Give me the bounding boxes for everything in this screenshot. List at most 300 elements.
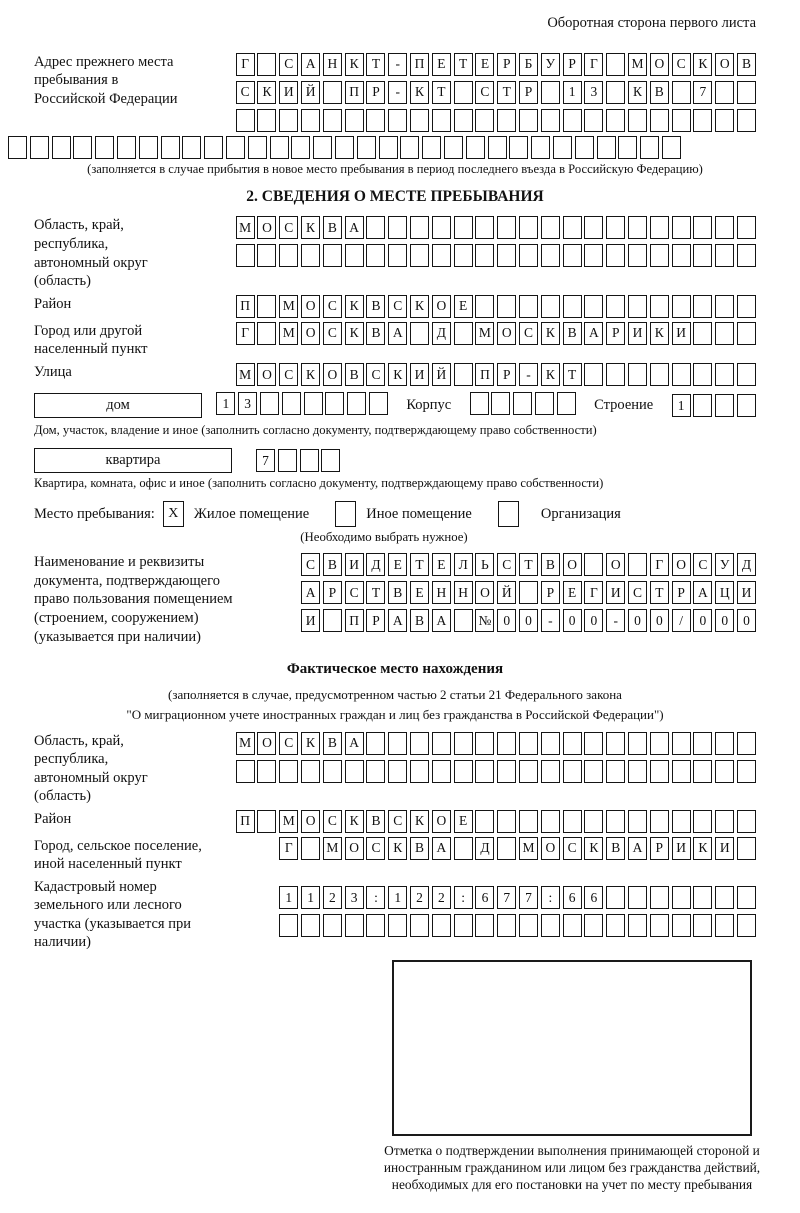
char-cell[interactable]: [345, 244, 364, 267]
char-cell[interactable]: С: [475, 81, 494, 104]
char-cell[interactable]: [519, 760, 538, 783]
char-cell[interactable]: В: [323, 216, 342, 239]
char-cell[interactable]: С: [497, 553, 516, 576]
char-cell[interactable]: [366, 216, 385, 239]
char-cell[interactable]: [715, 886, 734, 909]
char-cell[interactable]: В: [606, 837, 625, 860]
char-cell[interactable]: [662, 136, 681, 159]
char-cell[interactable]: Г: [279, 837, 298, 860]
char-cell[interactable]: [466, 136, 485, 159]
char-cell[interactable]: [366, 109, 385, 132]
char-cell[interactable]: [650, 732, 669, 755]
char-cell[interactable]: [672, 810, 691, 833]
char-cell[interactable]: [345, 760, 364, 783]
char-cell[interactable]: [628, 363, 647, 386]
char-cell[interactable]: И: [345, 553, 364, 576]
char-cell[interactable]: [454, 244, 473, 267]
char-cell[interactable]: [584, 244, 603, 267]
char-cell[interactable]: [257, 109, 276, 132]
char-cell[interactable]: П: [410, 53, 429, 76]
char-cell[interactable]: [531, 136, 550, 159]
char-cell[interactable]: Р: [563, 53, 582, 76]
char-cell[interactable]: [584, 363, 603, 386]
char-cell[interactable]: [519, 914, 538, 937]
char-cell[interactable]: [650, 760, 669, 783]
char-cell[interactable]: [282, 392, 301, 415]
char-cell[interactable]: [497, 732, 516, 755]
char-cell[interactable]: 0: [563, 609, 582, 632]
char-cell[interactable]: [257, 322, 276, 345]
char-cell[interactable]: [257, 810, 276, 833]
char-cell[interactable]: [650, 363, 669, 386]
char-cell[interactable]: [304, 392, 323, 415]
char-cell[interactable]: 1: [301, 886, 320, 909]
char-cell[interactable]: М: [519, 837, 538, 860]
char-cell[interactable]: [422, 136, 441, 159]
char-cell[interactable]: [161, 136, 180, 159]
char-cell[interactable]: [563, 109, 582, 132]
char-cell[interactable]: [388, 760, 407, 783]
char-cell[interactable]: [597, 136, 616, 159]
char-cell[interactable]: Р: [366, 81, 385, 104]
char-cell[interactable]: [432, 914, 451, 937]
char-cell[interactable]: [584, 914, 603, 937]
char-cell[interactable]: [497, 109, 516, 132]
char-cell[interactable]: Г: [236, 322, 255, 345]
char-cell[interactable]: [400, 136, 419, 159]
char-cell[interactable]: [584, 553, 603, 576]
char-cell[interactable]: Е: [475, 53, 494, 76]
char-cell[interactable]: [301, 837, 320, 860]
char-cell[interactable]: 2: [323, 886, 342, 909]
char-cell[interactable]: [628, 109, 647, 132]
char-cell[interactable]: [454, 109, 473, 132]
char-cell[interactable]: [519, 244, 538, 267]
char-cell[interactable]: [257, 244, 276, 267]
char-cell[interactable]: [366, 760, 385, 783]
char-cell[interactable]: [475, 109, 494, 132]
char-cell[interactable]: [672, 760, 691, 783]
char-cell[interactable]: К: [410, 81, 429, 104]
char-cell[interactable]: [693, 322, 712, 345]
char-cell[interactable]: М: [475, 322, 494, 345]
char-cell[interactable]: [497, 760, 516, 783]
char-cell[interactable]: [584, 760, 603, 783]
char-cell[interactable]: [497, 810, 516, 833]
char-cell[interactable]: [410, 216, 429, 239]
char-cell[interactable]: [236, 244, 255, 267]
char-cell[interactable]: М: [323, 837, 342, 860]
char-cell[interactable]: С: [323, 322, 342, 345]
char-cell[interactable]: В: [366, 322, 385, 345]
char-cell[interactable]: [606, 914, 625, 937]
char-cell[interactable]: [475, 244, 494, 267]
char-cell[interactable]: С: [301, 553, 320, 576]
char-cell[interactable]: [454, 914, 473, 937]
char-cell[interactable]: Р: [497, 363, 516, 386]
char-cell[interactable]: [563, 732, 582, 755]
char-cell[interactable]: 0: [497, 609, 516, 632]
char-cell[interactable]: Т: [519, 553, 538, 576]
char-cell[interactable]: [650, 244, 669, 267]
char-cell[interactable]: А: [628, 837, 647, 860]
char-cell[interactable]: [257, 760, 276, 783]
char-cell[interactable]: [606, 886, 625, 909]
char-cell[interactable]: О: [606, 553, 625, 576]
char-cell[interactable]: [323, 609, 342, 632]
char-cell[interactable]: И: [410, 363, 429, 386]
char-cell[interactable]: К: [541, 322, 560, 345]
char-cell[interactable]: [301, 244, 320, 267]
char-cell[interactable]: [279, 109, 298, 132]
char-cell[interactable]: [715, 216, 734, 239]
char-cell[interactable]: 0: [715, 609, 734, 632]
char-cell[interactable]: С: [279, 53, 298, 76]
char-cell[interactable]: [204, 136, 223, 159]
char-cell[interactable]: Ц: [715, 581, 734, 604]
char-cell[interactable]: Г: [650, 553, 669, 576]
char-cell[interactable]: П: [345, 609, 364, 632]
char-cell[interactable]: О: [301, 810, 320, 833]
char-cell[interactable]: С: [672, 53, 691, 76]
char-cell[interactable]: К: [257, 81, 276, 104]
char-cell[interactable]: О: [672, 553, 691, 576]
char-cell[interactable]: [672, 363, 691, 386]
char-cell[interactable]: [715, 363, 734, 386]
char-cell[interactable]: [715, 394, 734, 417]
char-cell[interactable]: Й: [301, 81, 320, 104]
char-cell[interactable]: [366, 914, 385, 937]
char-cell[interactable]: [693, 244, 712, 267]
char-cell[interactable]: :: [454, 886, 473, 909]
char-cell[interactable]: И: [628, 322, 647, 345]
char-cell[interactable]: К: [345, 322, 364, 345]
char-cell[interactable]: [737, 914, 756, 937]
char-cell[interactable]: С: [388, 810, 407, 833]
char-cell[interactable]: [454, 216, 473, 239]
char-cell[interactable]: [497, 244, 516, 267]
char-cell[interactable]: Т: [410, 553, 429, 576]
char-cell[interactable]: [737, 886, 756, 909]
char-cell[interactable]: 0: [737, 609, 756, 632]
char-cell[interactable]: И: [672, 837, 691, 860]
char-cell[interactable]: [650, 914, 669, 937]
char-cell[interactable]: 3: [345, 886, 364, 909]
char-cell[interactable]: [300, 449, 319, 472]
char-cell[interactable]: [388, 216, 407, 239]
char-cell[interactable]: К: [301, 216, 320, 239]
char-cell[interactable]: [628, 886, 647, 909]
char-cell[interactable]: [606, 216, 625, 239]
char-cell[interactable]: [650, 216, 669, 239]
char-cell[interactable]: О: [650, 53, 669, 76]
char-cell[interactable]: О: [715, 53, 734, 76]
char-cell[interactable]: [557, 392, 576, 415]
char-cell[interactable]: М: [236, 363, 255, 386]
char-cell[interactable]: [323, 760, 342, 783]
char-cell[interactable]: [454, 322, 473, 345]
char-cell[interactable]: [497, 914, 516, 937]
char-cell[interactable]: М: [279, 295, 298, 318]
char-cell[interactable]: А: [432, 609, 451, 632]
char-cell[interactable]: К: [650, 322, 669, 345]
organization-checkbox[interactable]: [498, 501, 519, 527]
char-cell[interactable]: К: [301, 732, 320, 755]
char-cell[interactable]: С: [693, 553, 712, 576]
char-cell[interactable]: [606, 109, 625, 132]
char-cell[interactable]: [30, 136, 49, 159]
char-cell[interactable]: Т: [650, 581, 669, 604]
char-cell[interactable]: 3: [584, 81, 603, 104]
char-cell[interactable]: В: [737, 53, 756, 76]
char-cell[interactable]: [563, 760, 582, 783]
char-cell[interactable]: [541, 760, 560, 783]
char-cell[interactable]: [432, 760, 451, 783]
char-cell[interactable]: [737, 837, 756, 860]
char-cell[interactable]: [563, 244, 582, 267]
char-cell[interactable]: [584, 810, 603, 833]
char-cell[interactable]: [650, 109, 669, 132]
char-cell[interactable]: И: [606, 581, 625, 604]
char-cell[interactable]: [519, 295, 538, 318]
char-cell[interactable]: [563, 295, 582, 318]
char-cell[interactable]: [715, 732, 734, 755]
char-cell[interactable]: 1: [672, 394, 691, 417]
char-cell[interactable]: [737, 810, 756, 833]
char-cell[interactable]: К: [693, 837, 712, 860]
char-cell[interactable]: [672, 81, 691, 104]
char-cell[interactable]: [366, 244, 385, 267]
char-cell[interactable]: [497, 837, 516, 860]
char-cell[interactable]: О: [475, 581, 494, 604]
char-cell[interactable]: [410, 732, 429, 755]
char-cell[interactable]: [313, 136, 332, 159]
char-cell[interactable]: [541, 914, 560, 937]
char-cell[interactable]: С: [279, 732, 298, 755]
char-cell[interactable]: :: [541, 886, 560, 909]
char-cell[interactable]: [475, 914, 494, 937]
char-cell[interactable]: К: [345, 53, 364, 76]
char-cell[interactable]: [693, 394, 712, 417]
char-cell[interactable]: Е: [563, 581, 582, 604]
char-cell[interactable]: 1: [216, 392, 235, 415]
char-cell[interactable]: [672, 216, 691, 239]
char-cell[interactable]: [693, 216, 712, 239]
other-premises-checkbox[interactable]: [335, 501, 356, 527]
char-cell[interactable]: [236, 760, 255, 783]
char-cell[interactable]: А: [432, 837, 451, 860]
char-cell[interactable]: [693, 363, 712, 386]
char-cell[interactable]: Г: [236, 53, 255, 76]
char-cell[interactable]: О: [497, 322, 516, 345]
char-cell[interactable]: [737, 109, 756, 132]
char-cell[interactable]: [301, 760, 320, 783]
char-cell[interactable]: Б: [519, 53, 538, 76]
char-cell[interactable]: :: [366, 886, 385, 909]
char-cell[interactable]: [693, 732, 712, 755]
char-cell[interactable]: [737, 363, 756, 386]
char-cell[interactable]: А: [301, 53, 320, 76]
char-cell[interactable]: [628, 760, 647, 783]
char-cell[interactable]: К: [410, 810, 429, 833]
char-cell[interactable]: [606, 295, 625, 318]
char-cell[interactable]: [278, 449, 297, 472]
char-cell[interactable]: [260, 392, 279, 415]
char-cell[interactable]: [541, 109, 560, 132]
char-cell[interactable]: 6: [584, 886, 603, 909]
char-cell[interactable]: [432, 216, 451, 239]
char-cell[interactable]: Р: [606, 322, 625, 345]
char-cell[interactable]: И: [279, 81, 298, 104]
char-cell[interactable]: 3: [238, 392, 257, 415]
char-cell[interactable]: В: [366, 810, 385, 833]
char-cell[interactable]: [291, 136, 310, 159]
char-cell[interactable]: П: [236, 295, 255, 318]
char-cell[interactable]: -: [519, 363, 538, 386]
char-cell[interactable]: [628, 295, 647, 318]
char-cell[interactable]: [236, 109, 255, 132]
char-cell[interactable]: Н: [323, 53, 342, 76]
char-cell[interactable]: [410, 109, 429, 132]
char-cell[interactable]: [279, 244, 298, 267]
char-cell[interactable]: Р: [541, 581, 560, 604]
char-cell[interactable]: [628, 553, 647, 576]
char-cell[interactable]: [366, 732, 385, 755]
char-cell[interactable]: 0: [519, 609, 538, 632]
char-cell[interactable]: [323, 81, 342, 104]
char-cell[interactable]: [715, 760, 734, 783]
char-cell[interactable]: У: [715, 553, 734, 576]
char-cell[interactable]: О: [257, 732, 276, 755]
char-cell[interactable]: [606, 732, 625, 755]
char-cell[interactable]: [535, 392, 554, 415]
char-cell[interactable]: [410, 760, 429, 783]
char-cell[interactable]: [454, 609, 473, 632]
char-cell[interactable]: О: [301, 322, 320, 345]
char-cell[interactable]: [379, 136, 398, 159]
char-cell[interactable]: [347, 392, 366, 415]
char-cell[interactable]: Р: [672, 581, 691, 604]
char-cell[interactable]: Й: [497, 581, 516, 604]
char-cell[interactable]: [672, 732, 691, 755]
char-cell[interactable]: [541, 295, 560, 318]
char-cell[interactable]: [454, 760, 473, 783]
char-cell[interactable]: [693, 810, 712, 833]
char-cell[interactable]: Р: [366, 609, 385, 632]
char-cell[interactable]: -: [541, 609, 560, 632]
char-cell[interactable]: [606, 244, 625, 267]
char-cell[interactable]: [628, 732, 647, 755]
char-cell[interactable]: [369, 392, 388, 415]
char-cell[interactable]: [618, 136, 637, 159]
char-cell[interactable]: В: [366, 295, 385, 318]
char-cell[interactable]: [410, 322, 429, 345]
char-cell[interactable]: С: [628, 581, 647, 604]
char-cell[interactable]: 7: [497, 886, 516, 909]
char-cell[interactable]: [606, 363, 625, 386]
char-cell[interactable]: К: [388, 837, 407, 860]
char-cell[interactable]: Е: [454, 810, 473, 833]
char-cell[interactable]: 0: [584, 609, 603, 632]
char-cell[interactable]: В: [410, 837, 429, 860]
char-cell[interactable]: [95, 136, 114, 159]
char-cell[interactable]: К: [541, 363, 560, 386]
char-cell[interactable]: К: [388, 363, 407, 386]
char-cell[interactable]: 6: [475, 886, 494, 909]
char-cell[interactable]: [279, 914, 298, 937]
char-cell[interactable]: Д: [432, 322, 451, 345]
residential-checkbox[interactable]: X: [163, 501, 184, 527]
char-cell[interactable]: В: [563, 322, 582, 345]
char-cell[interactable]: [715, 81, 734, 104]
char-cell[interactable]: [628, 914, 647, 937]
char-cell[interactable]: [8, 136, 27, 159]
char-cell[interactable]: [715, 810, 734, 833]
char-cell[interactable]: С: [345, 581, 364, 604]
char-cell[interactable]: 1: [388, 886, 407, 909]
char-cell[interactable]: [357, 136, 376, 159]
char-cell[interactable]: [606, 53, 625, 76]
char-cell[interactable]: [444, 136, 463, 159]
char-cell[interactable]: П: [475, 363, 494, 386]
char-cell[interactable]: Н: [454, 581, 473, 604]
char-cell[interactable]: [693, 886, 712, 909]
char-cell[interactable]: [575, 136, 594, 159]
char-cell[interactable]: [432, 244, 451, 267]
char-cell[interactable]: Е: [432, 53, 451, 76]
char-cell[interactable]: [519, 810, 538, 833]
char-cell[interactable]: [321, 449, 340, 472]
char-cell[interactable]: [553, 136, 572, 159]
char-cell[interactable]: Т: [432, 81, 451, 104]
char-cell[interactable]: [475, 216, 494, 239]
char-cell[interactable]: О: [323, 363, 342, 386]
char-cell[interactable]: [640, 136, 659, 159]
char-cell[interactable]: [117, 136, 136, 159]
char-cell[interactable]: У: [541, 53, 560, 76]
char-cell[interactable]: К: [345, 810, 364, 833]
char-cell[interactable]: В: [541, 553, 560, 576]
char-cell[interactable]: И: [672, 322, 691, 345]
char-cell[interactable]: Р: [519, 81, 538, 104]
char-cell[interactable]: [715, 914, 734, 937]
char-cell[interactable]: [475, 760, 494, 783]
char-cell[interactable]: С: [279, 216, 298, 239]
char-cell[interactable]: [715, 244, 734, 267]
char-cell[interactable]: М: [279, 322, 298, 345]
char-cell[interactable]: [541, 81, 560, 104]
char-cell[interactable]: К: [345, 295, 364, 318]
char-cell[interactable]: [672, 109, 691, 132]
char-cell[interactable]: [301, 914, 320, 937]
char-cell[interactable]: [541, 216, 560, 239]
char-cell[interactable]: [737, 244, 756, 267]
char-cell[interactable]: В: [650, 81, 669, 104]
char-cell[interactable]: [628, 244, 647, 267]
char-cell[interactable]: Д: [366, 553, 385, 576]
char-cell[interactable]: [715, 295, 734, 318]
char-cell[interactable]: [672, 244, 691, 267]
char-cell[interactable]: [650, 295, 669, 318]
char-cell[interactable]: Е: [454, 295, 473, 318]
char-cell[interactable]: 1: [279, 886, 298, 909]
char-cell[interactable]: О: [541, 837, 560, 860]
char-cell[interactable]: [737, 322, 756, 345]
char-cell[interactable]: А: [345, 732, 364, 755]
char-cell[interactable]: Е: [410, 581, 429, 604]
char-cell[interactable]: Д: [475, 837, 494, 860]
char-cell[interactable]: [606, 81, 625, 104]
